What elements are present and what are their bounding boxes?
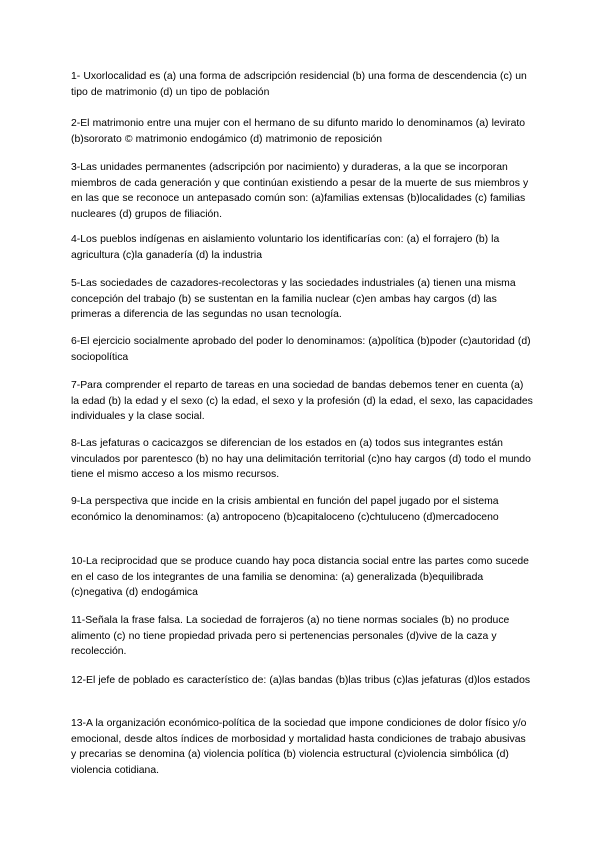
question-13: 13-A la organización económico-política de la sociedad que impone condiciones de dolor físico y/o emocional, desde altos índices de morbosidad y mortalidad hasta condiciones de trabajo abusivas y precarias se denomina (a) violencia política (b) violencia estructural (c)violencia simbólica (d) violencia cotidiana. bbox=[71, 718, 527, 777]
question-10: 10-La reciprocidad que se produce cuando hay poca distancia social entre las partes como sucede en el caso de los integrantes de una familia se denomina: (a) generalizada (b)equilibrada (c)negativa (d) endogámica bbox=[71, 556, 529, 599]
question-7: 7-Para comprender el reparto de tareas en una sociedad de bandas debemos tener en cuenta (a) la edad (b) la edad y el sexo (c) la edad, el sexo y la profesión (d) la edad, el sexo, las capacidades individuales y la clase social. bbox=[71, 380, 533, 423]
question-9: 9-La perspectiva que incide en la crisis ambiental en función del papel jugado por el sistema económico la denominamos: (a) antropoceno (b)capitaloceno (c)chtuluceno (d)mercadoceno bbox=[71, 496, 499, 523]
question-11: 11-Señala la frase falsa. La sociedad de forrajeros (a) no tiene normas sociales (b) no produce alimento (c) no tiene propiedad privada pero si pertenencias personales (d)vive de la caza y recolección. bbox=[71, 615, 510, 658]
question-6: 6-El ejercicio socialmente aprobado del poder lo denominamos: (a)política (b)poder (c)autoridad (d) sociopolítica bbox=[71, 336, 531, 363]
question-1: 1- Uxorlocalidad es (a) una forma de adscripción residencial (b) una forma de descendencia (c) un tipo de matrimonio (d) un tipo de población bbox=[71, 71, 527, 98]
question-5: 5-Las sociedades de cazadores-recolectoras y las sociedades industriales (a) tienen una misma concepción del trabajo (b) se sustentan en la familia nuclear (c)en ambas hay cargos (d) las primeras a diferencia de las segundas no usan tecnología. bbox=[71, 278, 516, 321]
question-8: 8-Las jefaturas o cacicazgos se diferencian de los estados en (a) todos sus integrantes están vinculados por parentesco (b) no hay una delimitación territorial (c)no hay cargos (d) todo el mundo tiene el mismo acceso a los mismo recursos. bbox=[71, 438, 531, 481]
question-4: 4-Los pueblos indígenas en aislamiento voluntario los identificarías con: (a) el forrajero (b) la agricultura (c)la ganadería (d) la industria bbox=[71, 234, 500, 261]
question-2: 2-El matrimonio entre una mujer con el hermano de su difunto marido lo denominamos (a) levirato (b)sororato © matrimonio endogámico (d) matrimonio de reposición bbox=[71, 118, 526, 145]
question-3: 3-Las unidades permanentes (adscripción por nacimiento) y duraderas, a la que se incorporan miembros de cada generación y que continúan existiendo a pesar de la muerte de sus miembros y en las que se reconoce un antepasado común son: (a)familias extensas (b)localidades (c) familias nucleares (d) grupos de filiación. bbox=[71, 162, 529, 221]
question-12: 12-El jefe de poblado es característico de: (a)las bandas (b)las tribus (c)las jefaturas (d)los estados bbox=[71, 675, 531, 686]
